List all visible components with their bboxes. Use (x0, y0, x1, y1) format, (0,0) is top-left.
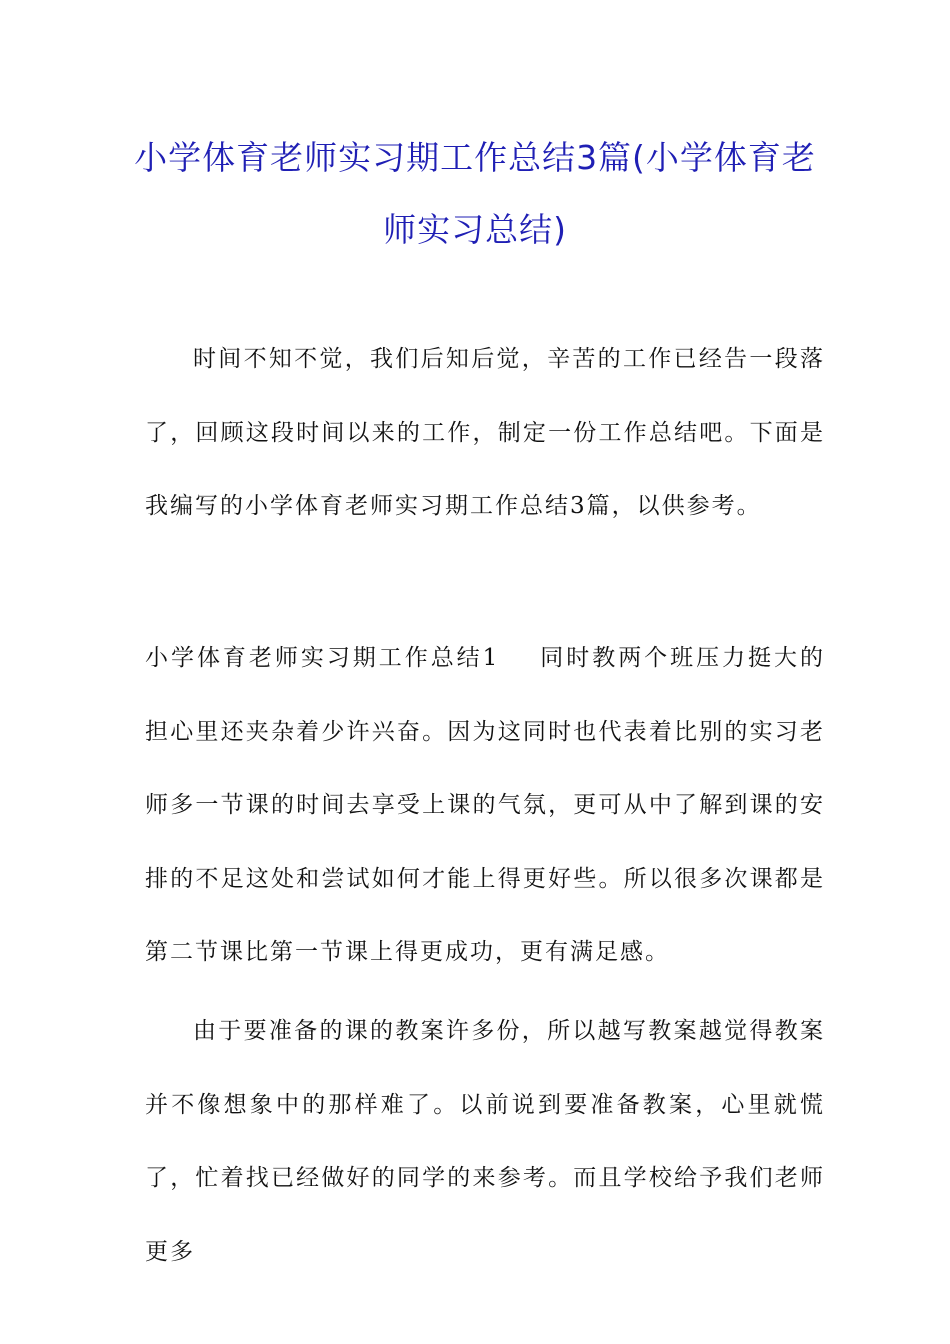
intro-paragraph: 时间不知不觉，我们后知后觉，辛苦的工作已经告一段落了，回顾这段时间以来的工作，制定一份工作总结吧。下面是我编写的小学体育老师实习期工作总结3篇，以供参考。 (145, 346, 825, 520)
section-1-body-text: 同时教两个班压力挺大的担心里还夹杂着少许兴奋。因为这同时也代表着比别的实习老师多一节课的时间去享受上课的气氛，更可从中了解到课的安排的不足这处和尝试如何才能上得更好些。所以很多次课都是第二节课比第一节课上得更成功，更有满足感。 (145, 645, 826, 966)
section-1-heading: 小学体育老师实习期工作总结1 (145, 645, 500, 671)
section-1-paragraph (145, 622, 825, 990)
document-title: 小学体育老师实习期工作总结3篇(小学体育老师实习总结) (134, 138, 816, 249)
section-1-paragraph-2: 由于要准备的课的教案许多份，所以越写教案越觉得教案并不像想象中的那样难了。以前说到要准备教案，心里就慌了，忙着找已经做好的同学的来参考。而且学校给予我们老师更多 (145, 1018, 825, 1265)
